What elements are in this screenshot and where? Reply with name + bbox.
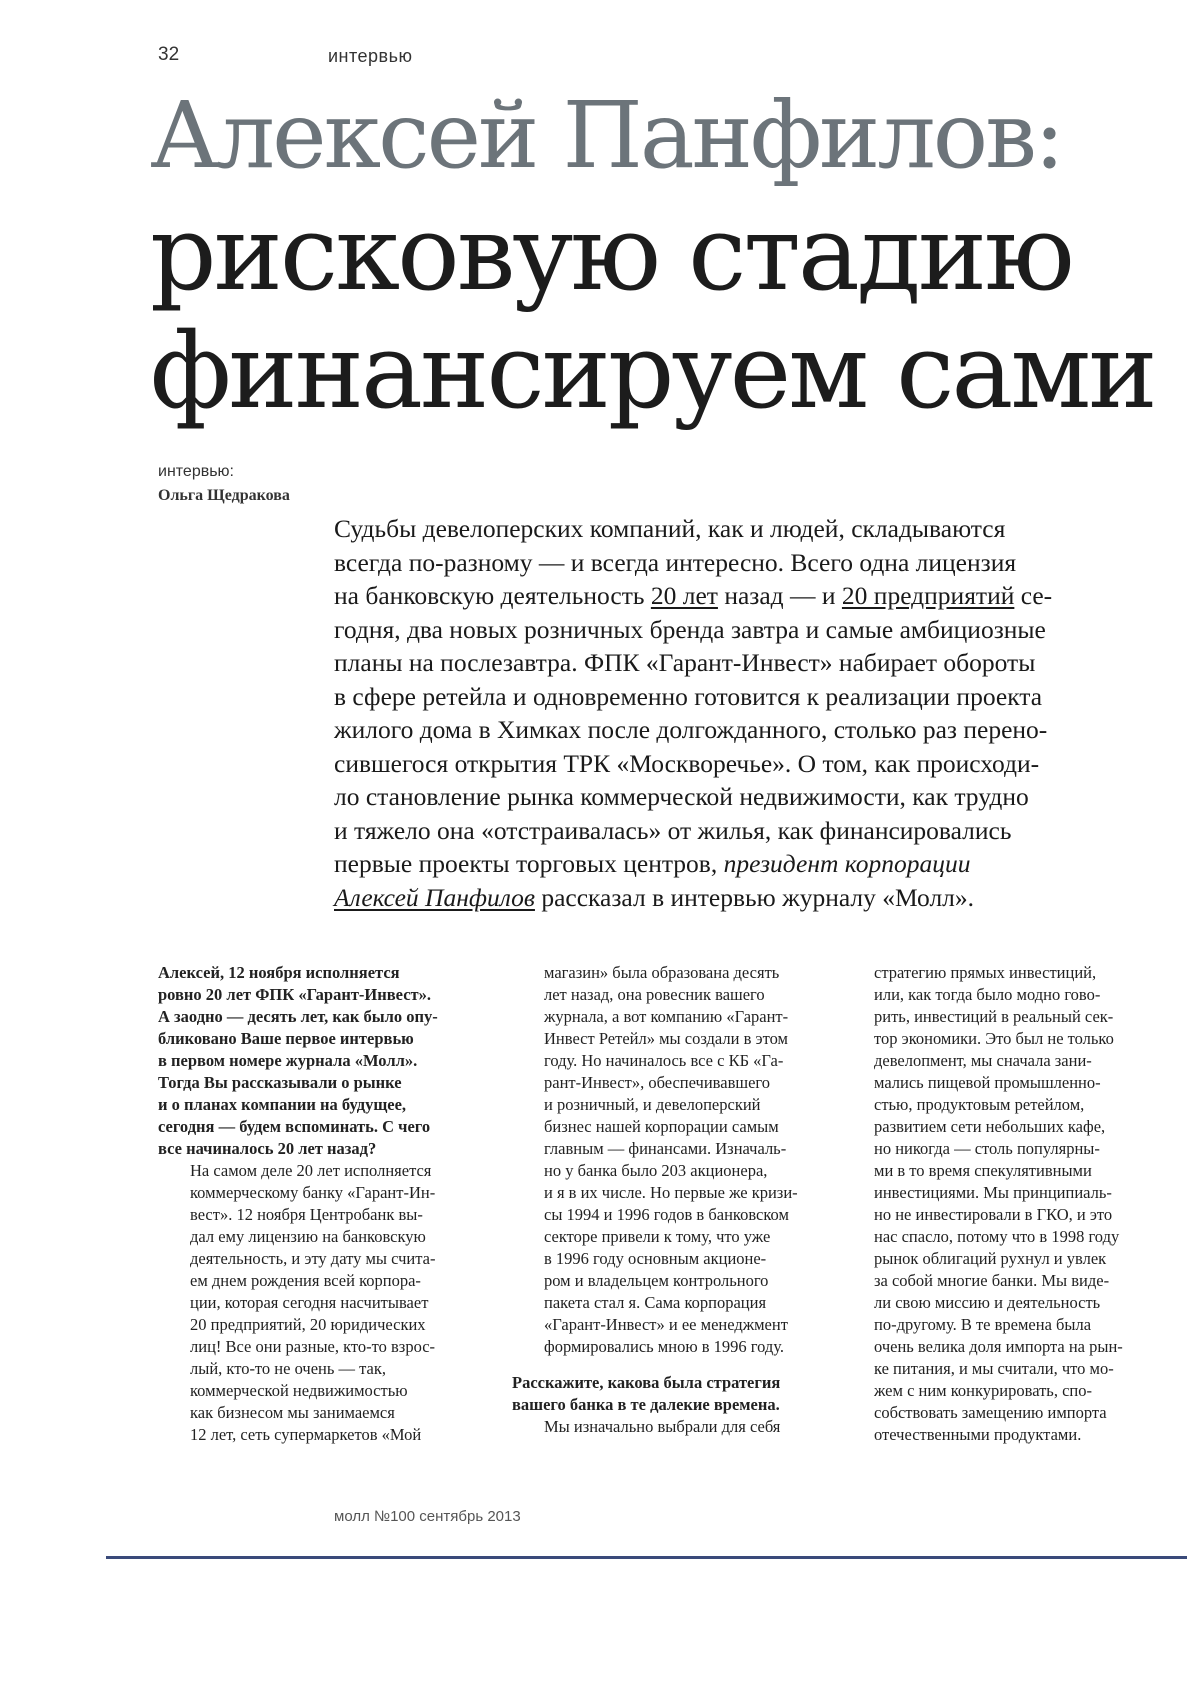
answer-line: собствовать замещению импорта [874,1403,1107,1422]
answer-line: ке питания, и мы считали, что мо- [874,1359,1114,1378]
lead-text: первые проекты торговых центров, [334,849,724,878]
answer-line: ем днем рождения всей корпора- [190,1271,421,1290]
answer-line: лиц! Все они разные, кто-то взрос- [190,1337,436,1356]
answer-line: журнала, а вот компанию «Гарант- [544,1007,789,1026]
answer-line: лет назад, она ровесник вашего [544,985,765,1004]
answer-line: коммерческому банку «Гарант-Ин- [190,1183,436,1202]
answer-line: формировались мною в 1996 году. [544,1337,785,1356]
lead-underlined-name: Алексей Панфилов [334,882,535,912]
lead-line: в сфере ретейла и одновременно готовится к реализации проекта [334,681,1043,711]
page-footer: молл №100 сентябрь 2013 [334,1508,521,1525]
lead-italic-president: президент корпорации [723,849,971,878]
answer-line: «Гарант-Инвест» и ее менеджмент [544,1315,788,1334]
answer-line: в 1996 году основным акционе- [544,1249,767,1268]
question-line: ровно 20 лет ФПК «Гарант-Инвест». [158,985,431,1004]
answer-line: за собой многие банки. Мы виде- [874,1271,1110,1290]
lead-underlined-20-enterprises: 20 предприятий [841,581,1015,610]
article-column-1 [158,962,488,1446]
lead-text: на банковскую деятельность [334,581,651,610]
question-line: все начиналось 20 лет назад? [158,1139,377,1158]
byline-label: интервью: [158,463,234,480]
answer-line: но не инвестировали в ГКО, и это [874,1205,1113,1224]
answer-line: ми в то время спекулятивными [874,1161,1092,1180]
section-label: интервью [328,46,413,66]
lead-line: планы на послезавтра. ФПК «Гарант-Инвест» набирает обороты [334,648,1036,677]
headline-line-3: финансируем сами [150,310,1155,432]
lead-text: рассказал в интервью журналу «Молл». [534,882,975,912]
byline [158,460,290,508]
answer-line: году. Но начиналось все с КБ «Га- [544,1051,784,1070]
bottom-rule [106,1556,1187,1559]
question-line: Расскажите, какова была стратегия [512,1373,781,1392]
question-line: Тогда Вы рассказывали о рынке [158,1073,402,1092]
answer-line: коммерческой недвижимостью [190,1381,408,1400]
answer-line: Мы изначально выбрали для себя [544,1417,781,1436]
answer-line: девелопмент, мы сначала зани- [874,1051,1092,1070]
answer-line: главным — финансами. Изначаль- [544,1139,787,1158]
lead-underlined-20-years: 20 лет [650,581,718,610]
answer-line: но у банка было 203 акционера, [544,1161,768,1180]
answer-line: секторе привели к тому, что уже [544,1227,771,1246]
question-line: сегодня — будем вспоминать. С чего [158,1117,431,1136]
answer-line: инвестициями. Мы принципиаль- [874,1183,1112,1202]
answer-line: бизнес нашей корпорации самым [544,1117,779,1136]
answer-line: очень велика доля импорта на рын- [874,1337,1123,1356]
question-line: и о планах компании на будущее, [158,1095,407,1114]
question-line: вашего банка в те далекие времена. [512,1395,780,1414]
answer-line: ром и владельцем контрольного [544,1271,769,1290]
lead-text: се- [1014,581,1053,610]
answer-line: 12 лет, сеть супермаркетов «Мой [190,1425,422,1444]
answer-line: 20 предприятий, 20 юридических [190,1315,426,1334]
answer-line: лый, кто-то не очень — так, [190,1359,387,1378]
answer-line: мались пищевой промышленно- [874,1073,1101,1092]
question-line: А заодно — десять лет, как было опу- [158,1007,438,1026]
lead-line: сившегося открытия ТРК «Москворечье». О том, как происходи- [334,748,1040,778]
article-column-3 [874,962,1179,1446]
answer-line: ли свою миссию и деятельность [874,1293,1101,1312]
answer-line: или, как тогда было модно гово- [874,985,1101,1004]
lead-line [334,881,1174,915]
answer-line: жем с ним конкурировать, спо- [874,1381,1092,1400]
lead-paragraph [334,512,1174,914]
answer-line: и я в их числе. Но первые же кризи- [544,1183,798,1202]
question-line: Алексей, 12 ноября исполняется [158,963,400,982]
answer-line: сы 1994 и 1996 годов в банковском [544,1205,789,1224]
headline-line-2: рисковую стадию [150,192,1072,314]
answer-line: и розничный, и девелоперский [544,1095,761,1114]
answer-line: развитием сети небольших кафе, [874,1117,1106,1136]
answer-line: но никогда — столь популярны- [874,1139,1100,1158]
answer-line: пакета стал я. Сама корпорация [544,1293,767,1312]
answer-line: рить, инвестиций в реальный сек- [874,1007,1114,1026]
answer-line: рынок облигаций рухнул и увлек [874,1249,1107,1268]
headline [150,78,1180,430]
answer-line: как бизнесом мы занимаемся [190,1403,395,1422]
question-line: бликовано Ваше первое интервью [158,1029,414,1048]
byline-author: Ольга Щедракова [158,487,290,504]
answer-line: стратегию прямых инвестиций, [874,963,1097,982]
lead-line [334,579,1174,613]
article-column-2 [512,962,842,1438]
answer-line: вест». 12 ноября Центробанк вы- [190,1205,423,1224]
answer-line: дал ему лицензию на банковскую [190,1227,426,1246]
page-number: 32 [158,44,180,65]
lead-line: Судьбы девелоперских компаний, как и людей, складываются [334,514,1006,543]
answer-line: нас спасло, потому что в 1998 году [874,1227,1120,1246]
lead-line [334,847,1174,881]
lead-line: жилого дома в Химках после долгожданного, столько раз перено- [334,715,1048,744]
answer-line: На самом деле 20 лет исполняется [190,1161,432,1180]
question-line: в первом номере журнала «Молл». [158,1051,418,1070]
answer-line: стью, продуктовым ретейлом, [874,1095,1085,1114]
answer-line: Инвест Ретейл» мы создали в этом [544,1029,788,1048]
answer-line: тор экономики. Это был не только [874,1029,1114,1048]
answer-line: по-другому. В те времена была [874,1315,1092,1334]
answer-line: магазин» была образована десять [544,963,780,982]
answer-line: деятельность, и эту дату мы счита- [190,1249,436,1268]
answer-line: ции, которая сегодня насчитывает [190,1293,429,1312]
lead-line: годня, два новых розничных бренда завтра и самые амбициозные [334,614,1046,644]
lead-text: назад — и [717,581,842,610]
lead-line: ло становление рынка коммерческой недвижимости, как трудно [334,782,1029,811]
lead-line: и тяжело она «отстраивалась» от жилья, как финансировались [334,815,1012,845]
paragraph-spacer [512,1358,842,1372]
headline-line-1: Алексей Панфилов: [150,82,1062,189]
answer-line: отечественными продуктами. [874,1425,1082,1444]
answer-line: рант-Инвест», обеспечивавшего [544,1073,770,1092]
lead-line: всегда по-разному — и всегда интересно. Всего одна лицензия [334,547,1017,577]
